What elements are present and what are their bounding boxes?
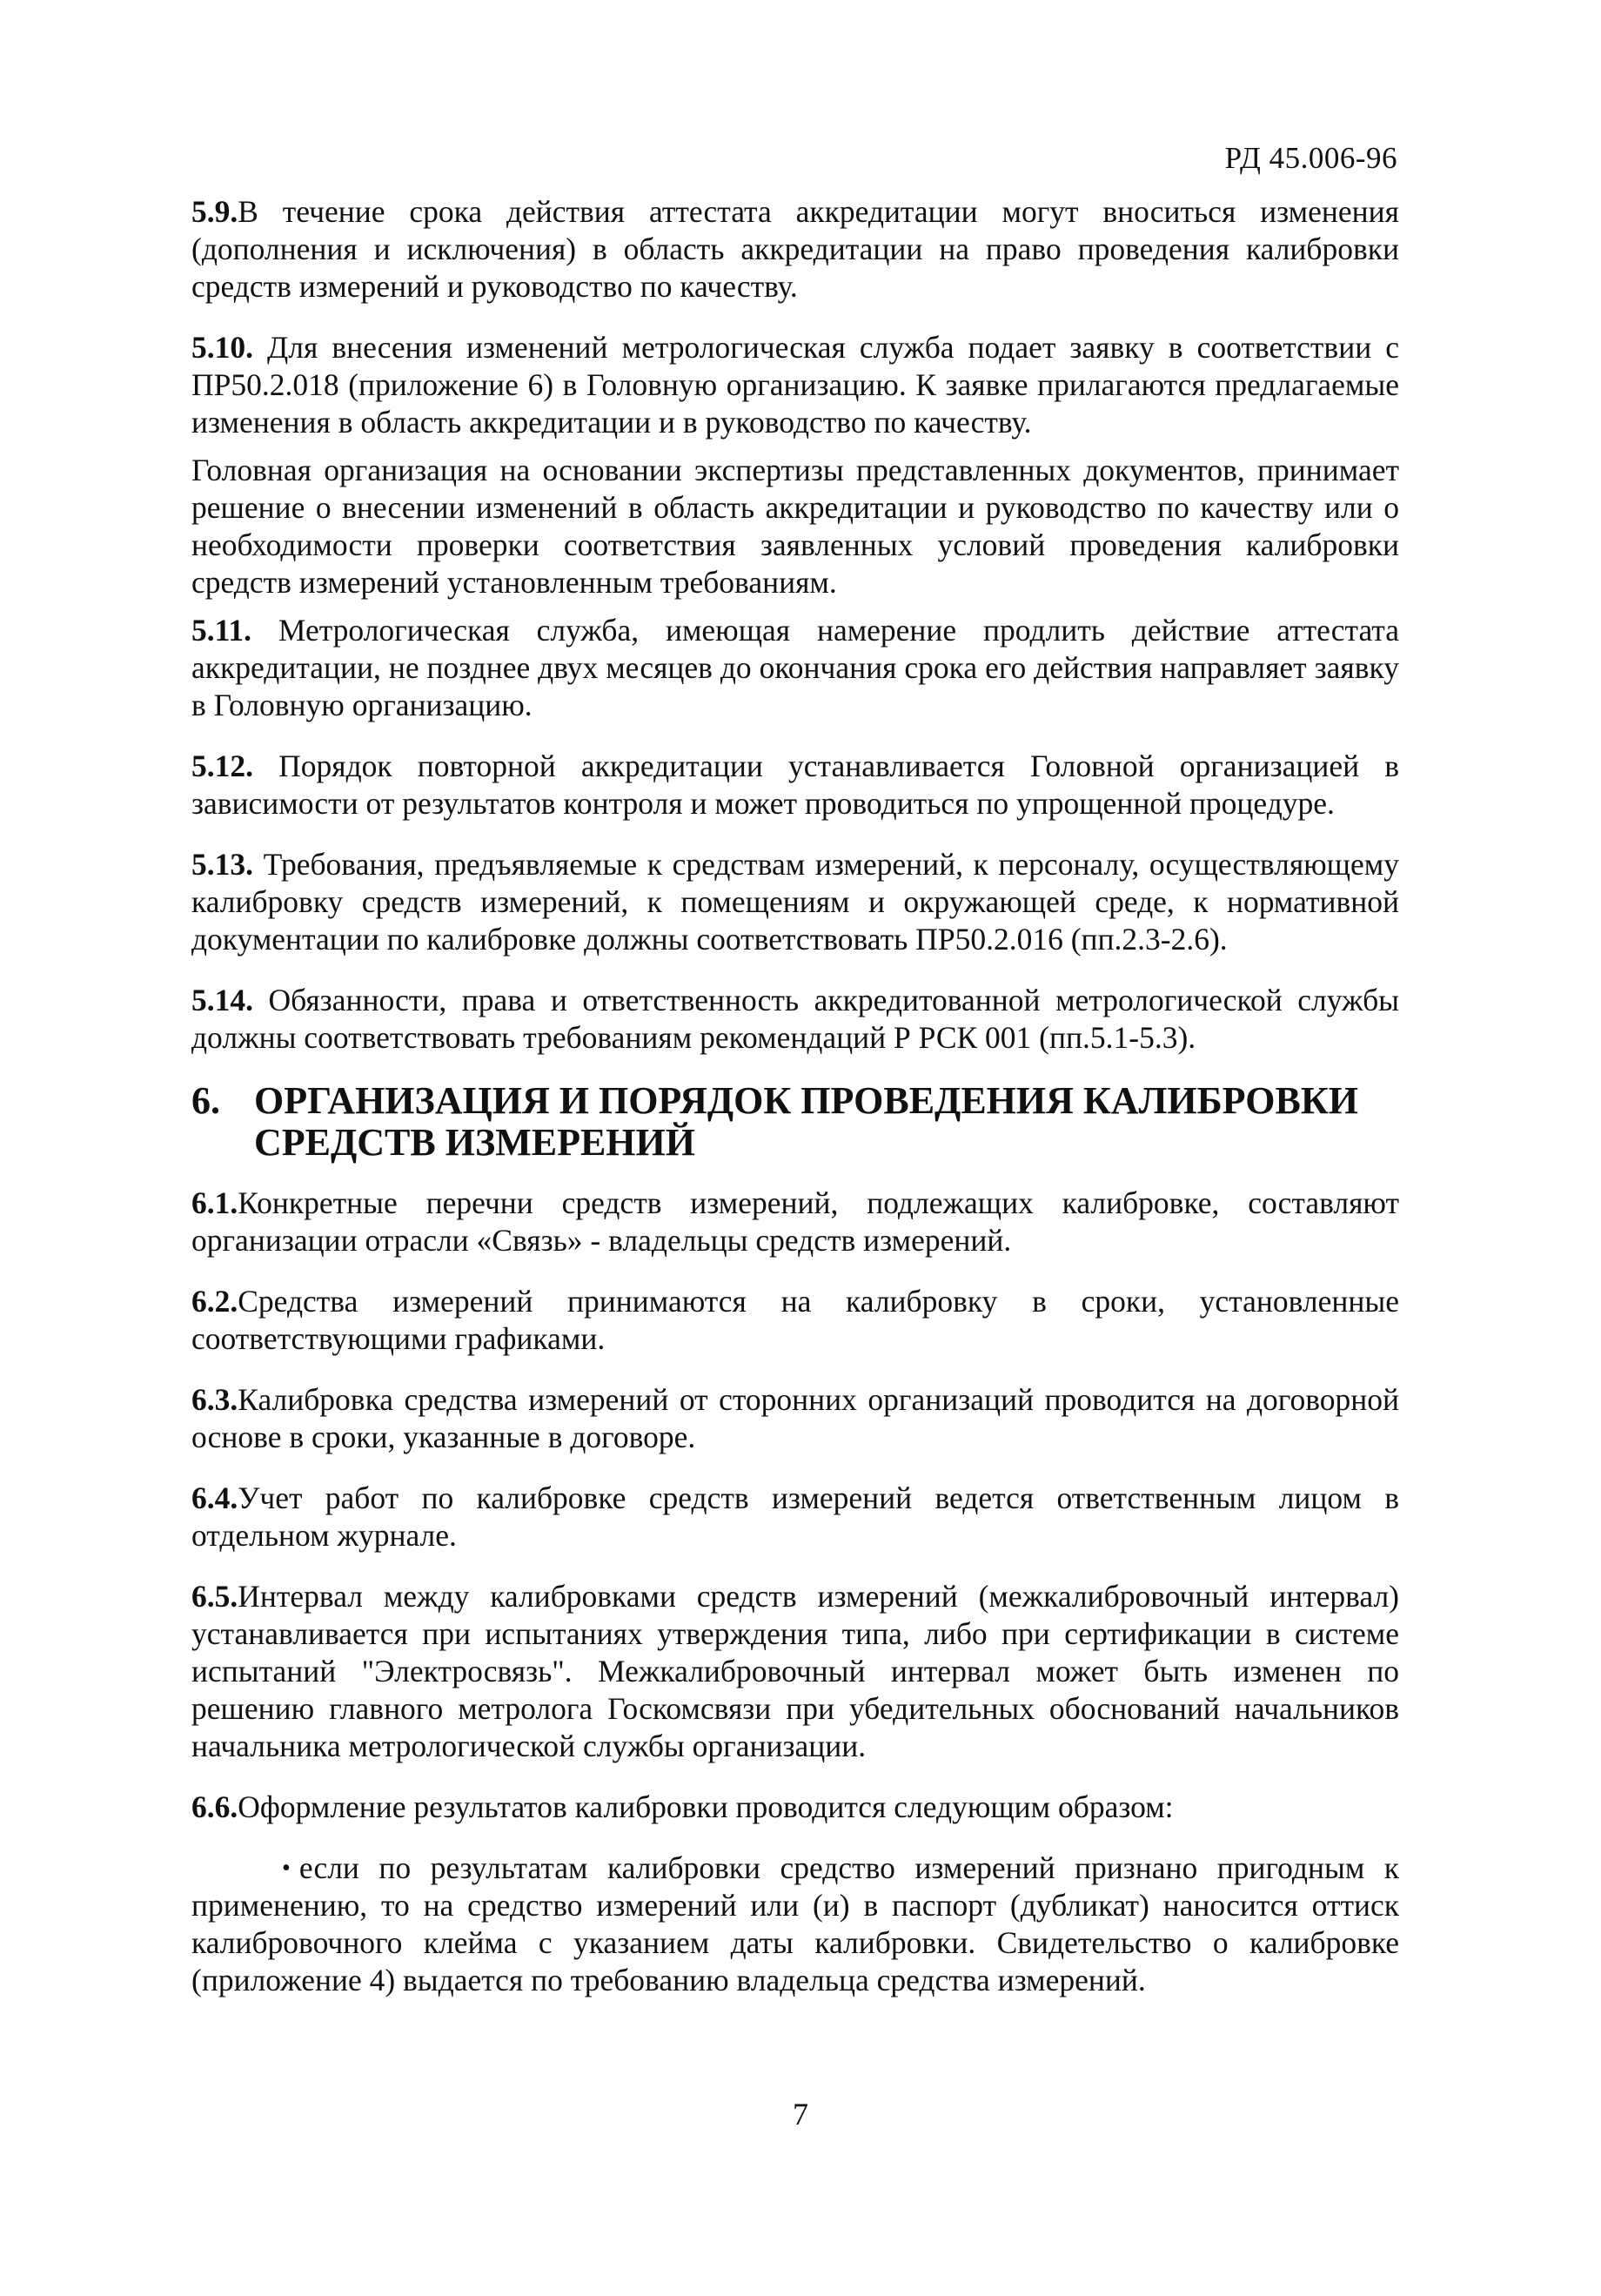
paragraph-number: 6.2. bbox=[191, 1284, 238, 1319]
paragraph-number: 5.14. bbox=[191, 983, 253, 1017]
paragraph-6-3 bbox=[191, 1381, 1399, 1456]
paragraph-5-11 bbox=[191, 612, 1399, 724]
paragraph-6-6 bbox=[191, 1789, 1399, 1826]
paragraph-text: Требования, предъявляемые к средствам измерений, к персоналу, осуществляющему калибровку средств измерений, к помещениям и окружающей среде, к нормативной документации по калибровке должны соответствовать ПР50.2.016 (пп.2.3-2.6). bbox=[191, 847, 1399, 957]
paragraph-5-9 bbox=[191, 193, 1399, 305]
bullet-item bbox=[191, 1850, 1399, 1999]
bullet-text: если по результатам калибровки средство измерений признано пригодным к применению, то на средство измерений или (и) в паспорт (дубликат) наносится оттиск калибровочного клейма с указанием даты калибровки. Свидетельство о калибровке (приложение 4) выдается по требованию владельца средства измерений. bbox=[191, 1850, 1399, 1997]
section-6-heading bbox=[191, 1080, 1399, 1164]
paragraph-5-10-continued bbox=[191, 452, 1399, 601]
paragraph-text: Калибровка средства измерений от сторонних организаций проводится на договорной основе в сроки, указанные в договоре. bbox=[191, 1382, 1399, 1454]
paragraph-number: 5.9. bbox=[191, 194, 238, 229]
bullet-icon: • bbox=[282, 1855, 291, 1882]
paragraph-number: 6.5. bbox=[191, 1579, 238, 1614]
paragraph-6-1 bbox=[191, 1185, 1399, 1259]
paragraph-number: 5.12. bbox=[191, 749, 253, 783]
paragraph-text: Головная организация на основании экспертизы представленных документов, принимает решение о внесении изменений в область аккредитации и руководство по качеству или о необходимости проверки соответствия заявленных условий проведения калибровки средств измерений установленным требованиям. bbox=[191, 453, 1399, 600]
document-body bbox=[191, 193, 1399, 2023]
paragraph-number: 5.10. bbox=[191, 330, 253, 365]
paragraph-5-14 bbox=[191, 982, 1399, 1057]
paragraph-number: 6.3. bbox=[191, 1382, 238, 1417]
document-code: РД 45.006-96 bbox=[1224, 141, 1397, 175]
page-number: 7 bbox=[793, 2097, 808, 2132]
paragraph-6-4 bbox=[191, 1480, 1399, 1554]
paragraph-text: В течение срока действия аттестата аккредитации могут вноситься изменения (дополнения и исключения) в область аккредитации на право проведения калибровки средств измерений и руководство по качеству. bbox=[191, 194, 1399, 304]
paragraph-text: Оформление результатов калибровки проводится следующим образом: bbox=[238, 1789, 1174, 1824]
paragraph-text: Конкретные перечни средств измерений, подлежащих калибровке, составляют организации отрасли «Связь» - владельцы средств измерений. bbox=[191, 1185, 1399, 1258]
paragraph-text: Средства измерений принимаются на калибровку в сроки, установленные соответствующими графиками. bbox=[191, 1284, 1399, 1356]
paragraph-text: Для внесения изменений метрологическая служба подает заявку в соответствии с ПР50.2.018 (приложение 6) в Головную организацию. К заявке прилагаются предлагаемые изменения в область аккредитации и в руководство по качеству. bbox=[191, 330, 1399, 440]
paragraph-5-10 bbox=[191, 329, 1399, 441]
paragraph-number: 6.1. bbox=[191, 1185, 238, 1220]
paragraph-text: Обязанности, права и ответственность аккредитованной метрологической службы должны соответствовать требованиям рекомендаций Р РСК 001 (пп.5.1-5.3). bbox=[191, 983, 1399, 1055]
paragraph-number: 6.4. bbox=[191, 1480, 238, 1515]
paragraph-5-12 bbox=[191, 748, 1399, 822]
paragraph-text: Метрологическая служба, имеющая намерение продлить действие аттестата аккредитации, не позднее двух месяцев до окончания срока его действия направляет заявку в Головную организацию. bbox=[191, 613, 1399, 722]
section-title: ОРГАНИЗАЦИЯ И ПОРЯДОК ПРОВЕДЕНИЯ КАЛИБРОВКИ СРЕДСТВ ИЗМЕРЕНИЙ bbox=[254, 1079, 1358, 1164]
paragraph-6-2 bbox=[191, 1283, 1399, 1358]
section-number: 6. bbox=[191, 1079, 220, 1122]
paragraph-number: 5.13. bbox=[191, 847, 253, 882]
paragraph-5-13 bbox=[191, 846, 1399, 958]
paragraph-text: Порядок повторной аккредитации устанавливается Головной организацией в зависимости от результатов контроля и может проводиться по упрощенной процедуре. bbox=[191, 749, 1399, 821]
paragraph-6-5 bbox=[191, 1578, 1399, 1765]
paragraph-text: Учет работ по калибровке средств измерений ведется ответственным лицом в отдельном журнале. bbox=[191, 1480, 1399, 1553]
paragraph-number: 5.11. bbox=[191, 613, 252, 648]
paragraph-text: Интервал между калибровками средств измерений (межкалибровочный интервал) устанавливается при испытаниях утверждения типа, либо при сертификации в системе испытаний "Электросвязь". Межкалибровочный интервал может быть изменен по решению главного метролога Госкомсвязи при убедительных обоснований начальников начальника метрологической службы организации. bbox=[191, 1579, 1399, 1763]
paragraph-number: 6.6. bbox=[191, 1789, 238, 1824]
